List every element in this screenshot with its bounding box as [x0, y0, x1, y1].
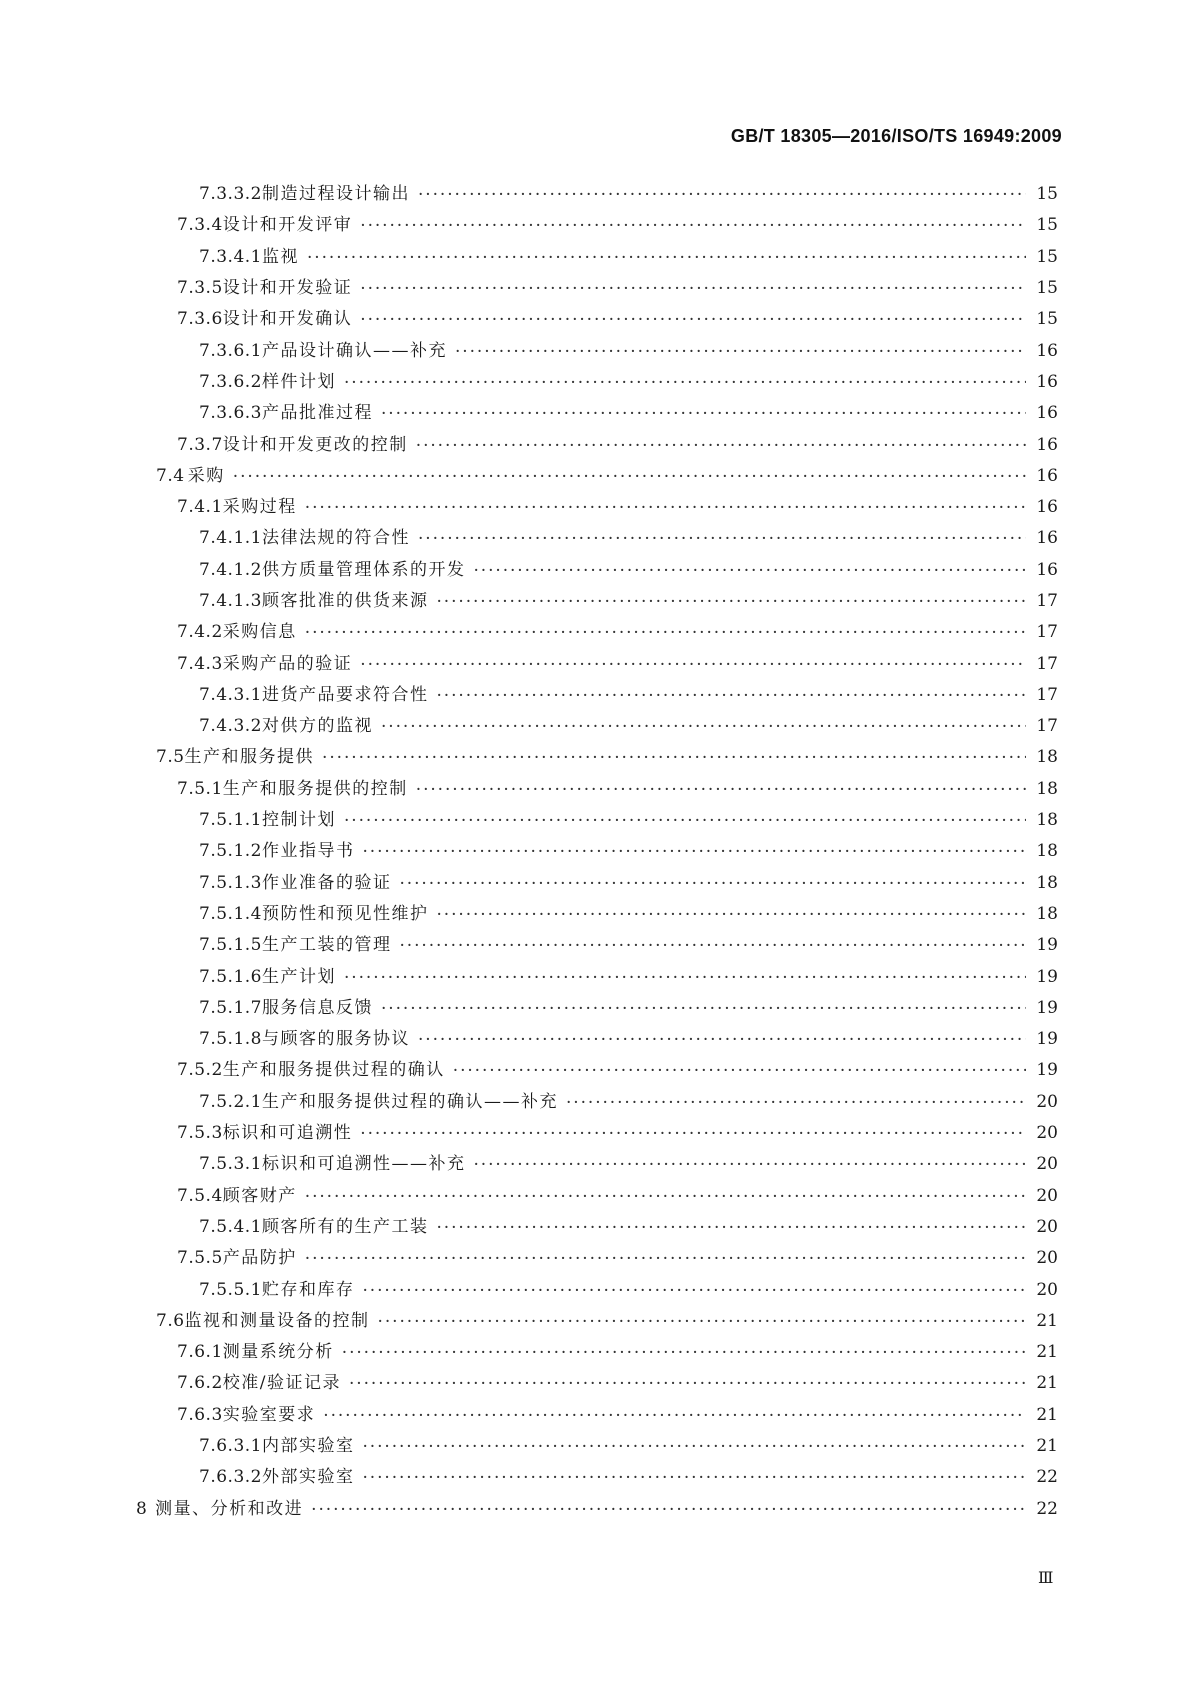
- toc-section-title: 法律法规的符合性: [261, 528, 410, 549]
- toc-entry[interactable]: [0, 868, 1191, 899]
- toc-dot-leader: [399, 938, 1058, 955]
- toc-page-number: 19: [1026, 1031, 1058, 1048]
- toc-section-title: 产品批准过程: [261, 403, 373, 424]
- toc-section-title: 样件计划: [261, 371, 336, 392]
- toc-entry[interactable]: [0, 1149, 1191, 1180]
- toc-page-number: 20: [1026, 1250, 1058, 1267]
- toc-dot-leader: [344, 813, 1058, 830]
- toc-entry[interactable]: [0, 523, 1191, 554]
- toc-section-number: 7.5.3.1: [199, 1154, 262, 1175]
- toc-entry[interactable]: [0, 1243, 1191, 1274]
- toc-page-number: 21: [1026, 1344, 1058, 1361]
- toc-dot-leader: [381, 406, 1058, 423]
- toc-section-title: 测量系统分析: [222, 1342, 334, 1363]
- toc-page-number: 17: [1026, 687, 1058, 704]
- toc-section-number: 7.4: [156, 465, 185, 486]
- toc-page-number: 17: [1026, 656, 1058, 673]
- toc-section-title: 生产和服务提供过程的确认——补充: [261, 1091, 558, 1112]
- toc-page-number: 21: [1026, 1438, 1058, 1455]
- toc-entry[interactable]: [0, 961, 1191, 992]
- toc-entry[interactable]: [0, 1337, 1191, 1368]
- toc-page-number: 22: [1026, 1501, 1058, 1518]
- toc-section-number: 7.3.3.2: [199, 184, 262, 205]
- toc-section-title: 顾客批准的供货来源: [261, 591, 429, 611]
- toc-section-number: 7.4.3.2: [199, 716, 262, 737]
- toc-section-title: 产品设计确认——补充: [261, 340, 447, 361]
- toc-dot-leader: [455, 344, 1058, 361]
- toc-dot-leader: [342, 1345, 1058, 1362]
- toc-entry[interactable]: [0, 1368, 1191, 1399]
- toc-section-number: 7.6.3: [177, 1404, 223, 1425]
- toc-section-title: 设计和开发确认: [222, 309, 353, 330]
- toc-entry[interactable]: [0, 586, 1191, 617]
- toc-section-number: 7.6.2: [177, 1373, 223, 1394]
- toc-dot-leader: [305, 500, 1058, 517]
- toc-section-title: 产品防护: [222, 1248, 297, 1269]
- toc-section-title: 采购信息: [222, 622, 297, 643]
- toc-page-number: 15: [1026, 217, 1058, 234]
- toc-dot-leader: [344, 970, 1058, 987]
- toc-section-number: 7.5.1: [177, 778, 223, 799]
- toc-section-title: 校准/验证记录: [222, 1373, 341, 1394]
- toc-page-number: 16: [1026, 499, 1058, 516]
- toc-dot-leader: [344, 375, 1058, 392]
- toc-page-number: 15: [1026, 249, 1058, 266]
- toc-entry[interactable]: [0, 836, 1191, 867]
- toc-section-number: 7.4.3: [177, 653, 223, 674]
- toc-section-number: 7.5: [156, 747, 185, 768]
- toc-dot-leader: [381, 1001, 1058, 1018]
- toc-dot-leader: [307, 250, 1058, 267]
- toc-page-number: 18: [1026, 749, 1058, 766]
- toc-section-number: 7.5.3: [177, 1123, 223, 1144]
- toc-dot-leader: [360, 1126, 1058, 1143]
- toc-dot-leader: [311, 1502, 1058, 1519]
- toc-entry[interactable]: [0, 899, 1191, 930]
- toc-dot-leader: [323, 1408, 1058, 1425]
- toc-entry[interactable]: [0, 1462, 1191, 1493]
- toc-section-title: 生产和服务提供: [184, 747, 315, 768]
- toc-section-number: 7.6.3.2: [199, 1467, 262, 1488]
- toc-page-number: 16: [1026, 437, 1058, 454]
- toc-section-title: 预防性和预见性维护: [261, 903, 429, 924]
- toc-dot-leader: [233, 469, 1058, 486]
- toc-page-number: 18: [1026, 781, 1058, 798]
- toc-section-title: 设计和开发评审: [222, 215, 353, 236]
- toc-section-title: 生产和服务提供的控制: [222, 778, 408, 799]
- toc-entry[interactable]: [0, 335, 1191, 366]
- toc-entry[interactable]: [0, 1055, 1191, 1086]
- toc-section-number: 7.5.1.6: [199, 966, 262, 987]
- toc-page-number: 17: [1026, 718, 1058, 735]
- toc-entry[interactable]: [0, 555, 1191, 586]
- toc-entry[interactable]: [0, 1024, 1191, 1055]
- toc-dot-leader: [399, 876, 1058, 893]
- toc-page-number: 19: [1026, 969, 1058, 986]
- toc-entry[interactable]: [0, 930, 1191, 961]
- toc-section-title: 服务信息反馈: [261, 997, 373, 1018]
- toc-page-number: 18: [1026, 843, 1058, 860]
- toc-entry[interactable]: [0, 1493, 1191, 1524]
- toc-dot-leader: [436, 1220, 1058, 1237]
- toc-dot-leader: [566, 1095, 1058, 1112]
- toc-dot-leader: [436, 688, 1058, 705]
- standard-number-header: GB/T 18305—2016/ISO/TS 16949:2009: [730, 126, 1062, 146]
- toc-entry[interactable]: [0, 398, 1191, 429]
- toc-dot-leader: [416, 782, 1058, 799]
- toc-section-title: 生产和服务提供过程的确认: [222, 1060, 445, 1081]
- toc-dot-leader: [362, 1470, 1058, 1487]
- toc-entry[interactable]: [0, 805, 1191, 836]
- toc-dot-leader: [362, 844, 1058, 861]
- toc-dot-leader: [436, 907, 1058, 924]
- toc-entry[interactable]: [0, 1400, 1191, 1431]
- toc-section-title: 采购产品的验证: [222, 653, 353, 674]
- toc-dot-leader: [418, 531, 1058, 548]
- toc-dot-leader: [416, 438, 1058, 455]
- toc-section-number: 7.5.5: [177, 1248, 223, 1269]
- toc-entry[interactable]: [0, 304, 1191, 335]
- toc-section-number: 7.6.3.1: [199, 1436, 262, 1457]
- toc-page-number: 19: [1026, 1062, 1058, 1079]
- toc-page-number: 16: [1026, 562, 1058, 579]
- toc-dot-leader: [381, 719, 1058, 736]
- toc-entry[interactable]: [0, 1181, 1191, 1212]
- toc-page-number: 20: [1026, 1188, 1058, 1205]
- toc-section-title: 顾客所有的生产工装: [261, 1216, 429, 1237]
- toc-section-number: 7.5.5.1: [199, 1279, 262, 1300]
- toc-section-title: 设计和开发更改的控制: [222, 434, 408, 455]
- toc-page-number: 21: [1026, 1313, 1058, 1330]
- toc-section-title: 监视和测量设备的控制: [184, 1310, 370, 1331]
- toc-entry[interactable]: [0, 742, 1191, 773]
- toc-section-number: 7.5.2.1: [199, 1091, 262, 1112]
- toc-dot-leader: [360, 312, 1058, 329]
- toc-dot-leader: [360, 218, 1058, 235]
- toc-entry[interactable]: [0, 680, 1191, 711]
- toc-page-number: 19: [1026, 937, 1058, 954]
- toc-page-number: 16: [1026, 405, 1058, 422]
- toc-dot-leader: [360, 657, 1058, 674]
- toc-section-number: 7.3.5: [177, 278, 223, 299]
- toc-section-title: 监视: [261, 246, 299, 267]
- toc-section-number: 7.4.1.1: [199, 528, 262, 549]
- toc-section-title: 测量、分析和改进: [155, 1498, 304, 1519]
- toc-section-title: 生产计划: [261, 966, 336, 987]
- toc-section-title: 对供方的监视: [261, 716, 373, 737]
- toc-section-number: 7.6: [156, 1310, 185, 1331]
- toc-page-number: 16: [1026, 530, 1058, 547]
- toc-entry[interactable]: [0, 774, 1191, 805]
- toc-section-number: 7.5.1.5: [199, 935, 262, 956]
- toc-section-number: 7.5.1.4: [199, 903, 262, 924]
- toc-section-number: 7.3.6: [177, 309, 223, 330]
- toc-dot-leader: [362, 1439, 1058, 1456]
- toc-section-title: 生产工装的管理: [261, 935, 392, 956]
- toc-entry[interactable]: [0, 648, 1191, 679]
- toc-section-number: 7.3.6.1: [199, 340, 262, 361]
- toc-section-title: 作业指导书: [261, 841, 355, 862]
- toc-entry[interactable]: [0, 242, 1191, 273]
- toc-dot-leader: [322, 750, 1058, 767]
- toc-entry[interactable]: [0, 461, 1191, 492]
- toc-page-number: 21: [1026, 1375, 1058, 1392]
- toc-dot-leader: [473, 563, 1058, 580]
- toc-page-number: 18: [1026, 906, 1058, 923]
- toc-dot-leader: [418, 1032, 1058, 1049]
- toc-entry[interactable]: [0, 210, 1191, 241]
- toc-entry[interactable]: [0, 711, 1191, 742]
- toc-dot-leader: [349, 1376, 1058, 1393]
- toc-section-title: 采购: [187, 465, 225, 486]
- toc-section-title: 采购过程: [222, 497, 297, 518]
- toc-page-number: 20: [1026, 1094, 1058, 1111]
- toc-section-number: 7.3.4: [177, 215, 223, 236]
- toc-entry[interactable]: [0, 1118, 1191, 1149]
- toc-entry[interactable]: [0, 617, 1191, 648]
- toc-section-title: 顾客财产: [222, 1185, 297, 1206]
- toc-page-number: 20: [1026, 1125, 1058, 1142]
- toc-entry[interactable]: [0, 1306, 1191, 1337]
- toc-entry[interactable]: [0, 1431, 1191, 1462]
- toc-section-number: 8: [136, 1498, 148, 1519]
- toc-entry[interactable]: [0, 1212, 1191, 1243]
- toc-dot-leader: [305, 1251, 1058, 1268]
- toc-section-title: 设计和开发验证: [222, 278, 353, 299]
- toc-section-title: 进货产品要求符合性: [261, 684, 429, 705]
- toc-page-number: 18: [1026, 812, 1058, 829]
- toc-entry[interactable]: [0, 179, 1191, 210]
- toc-section-number: 7.5.2: [177, 1060, 223, 1081]
- toc-dot-leader: [360, 281, 1058, 298]
- toc-section-title: 与顾客的服务协议: [261, 1029, 410, 1050]
- toc-page-number: 16: [1026, 374, 1058, 391]
- toc-section-number: 7.5.1.1: [199, 810, 262, 831]
- toc-dot-leader: [436, 594, 1058, 611]
- toc-section-title: 贮存和库存: [261, 1279, 355, 1300]
- toc-entry[interactable]: [0, 1087, 1191, 1118]
- toc-dot-leader: [378, 1314, 1058, 1331]
- toc-section-number: 7.5.4.1: [199, 1216, 262, 1237]
- toc-page-number: 21: [1026, 1407, 1058, 1424]
- toc-page-number: 15: [1026, 186, 1058, 203]
- toc-entry[interactable]: [0, 273, 1191, 304]
- toc-entry[interactable]: [0, 1274, 1191, 1305]
- toc-section-number: 7.5.4: [177, 1185, 223, 1206]
- toc-section-number: 7.5.1.3: [199, 872, 262, 893]
- toc-section-number: 7.4.1: [177, 497, 223, 518]
- toc-section-number: 7.4.2: [177, 622, 223, 643]
- toc-dot-leader: [473, 1157, 1058, 1174]
- toc-page-number: 15: [1026, 280, 1058, 297]
- toc-page-number: 16: [1026, 343, 1058, 360]
- toc-page-number: 15: [1026, 311, 1058, 328]
- toc-section-number: 7.4.1.2: [199, 559, 262, 580]
- toc-dot-leader: [418, 187, 1058, 204]
- toc-dot-leader: [453, 1063, 1058, 1080]
- toc-section-number: 7.3.6.3: [199, 403, 262, 424]
- toc-dot-leader: [362, 1283, 1058, 1300]
- toc-section-number: 7.3.6.2: [199, 371, 262, 392]
- toc-section-title: 供方质量管理体系的开发: [261, 559, 466, 580]
- toc-section-title: 外部实验室: [261, 1467, 355, 1488]
- toc-section-title: 控制计划: [261, 810, 336, 831]
- toc-section-title: 内部实验室: [261, 1436, 355, 1457]
- toc-section-number: 7.5.1.8: [199, 1029, 262, 1050]
- toc-page-number: 20: [1026, 1219, 1058, 1236]
- toc-page-number: 19: [1026, 1000, 1058, 1017]
- toc-section-title: 标识和可追溯性: [222, 1123, 353, 1144]
- page-number: Ⅲ: [1038, 1568, 1053, 1587]
- toc-entry[interactable]: [0, 993, 1191, 1024]
- toc-page-number: 22: [1026, 1469, 1058, 1486]
- toc-entry[interactable]: [0, 429, 1191, 460]
- toc-dot-leader: [305, 625, 1058, 642]
- toc-section-number: 7.4.1.3: [199, 591, 262, 611]
- toc-page-number: 20: [1026, 1156, 1058, 1173]
- toc-page-number: 16: [1026, 468, 1058, 485]
- toc-section-title: 制造过程设计输出: [261, 184, 410, 205]
- toc-section-number: 7.6.1: [177, 1342, 223, 1363]
- toc-entry[interactable]: [0, 367, 1191, 398]
- toc-section-number: 7.3.7: [177, 434, 223, 455]
- toc-page-number: 17: [1026, 593, 1058, 610]
- toc-dot-leader: [305, 1189, 1058, 1206]
- toc-section-number: 7.5.1.7: [199, 997, 262, 1018]
- toc-section-title: 作业准备的验证: [261, 872, 392, 893]
- toc-section-number: 7.4.3.1: [199, 684, 262, 705]
- toc-entry[interactable]: [0, 492, 1191, 523]
- toc-section-title: 标识和可追溯性——补充: [261, 1154, 466, 1175]
- toc-section-title: 实验室要求: [222, 1404, 316, 1425]
- toc-page-number: 18: [1026, 875, 1058, 892]
- toc-page-number: 17: [1026, 624, 1058, 641]
- toc-page-number: 20: [1026, 1282, 1058, 1299]
- toc-section-number: 7.5.1.2: [199, 841, 262, 862]
- table-of-contents: [0, 179, 1191, 1525]
- toc-section-number: 7.3.4.1: [199, 246, 262, 267]
